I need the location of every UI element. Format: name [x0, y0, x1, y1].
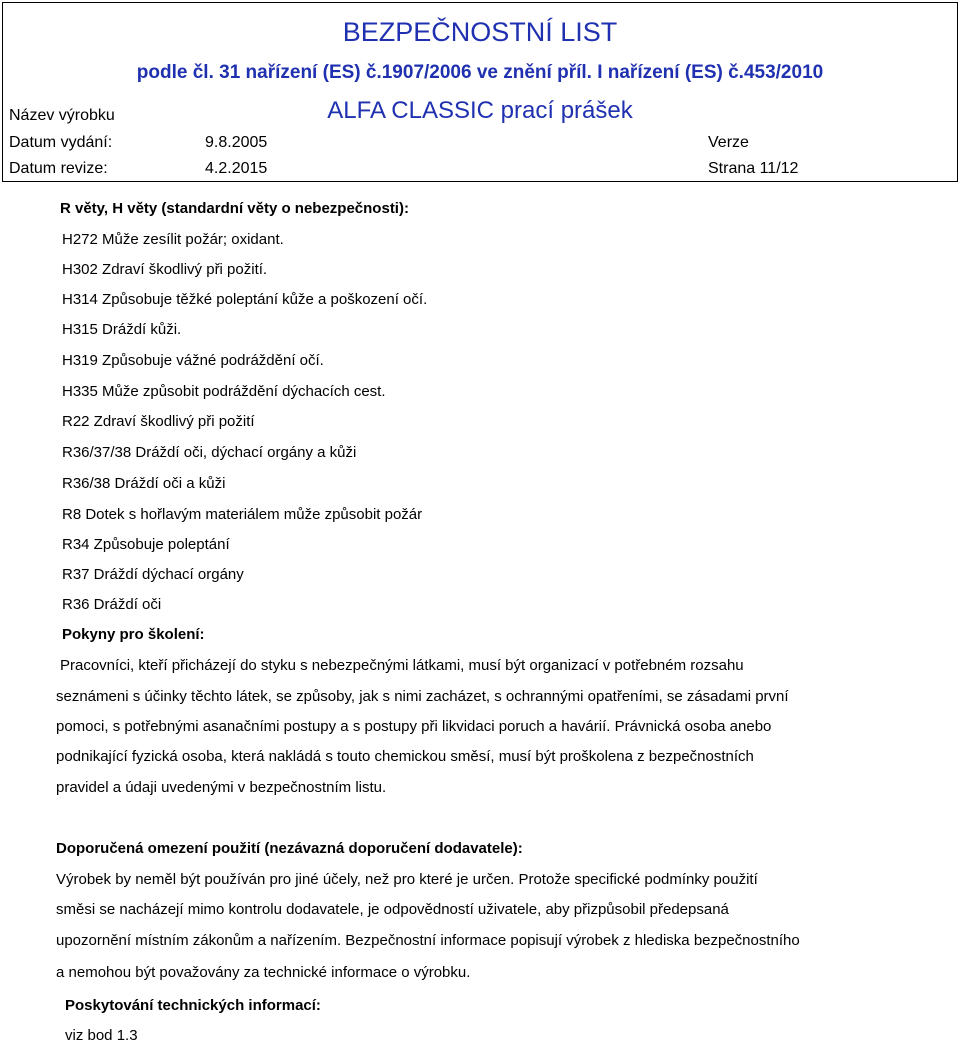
- phrase-item: R22 Zdraví škodlivý při požití: [62, 413, 255, 430]
- phrase-item: H272 Může zesílit požár; oxidant.: [62, 231, 284, 248]
- issue-date-value: 9.8.2005: [205, 134, 268, 151]
- phrase-item: R36 Dráždí oči: [62, 596, 162, 613]
- version-label: Verze: [708, 134, 749, 151]
- phrase-item: H335 Může způsobit podráždění dýchacích cest.: [62, 383, 386, 400]
- phrase-item: R8 Dotek s hořlavým materiálem může způsobit požár: [62, 506, 423, 523]
- technical-info-heading: Poskytování technických informací:: [65, 997, 321, 1014]
- revision-date-label: Datum revize:: [9, 160, 108, 177]
- hazard-phrases-heading: R věty, H věty (standardní věty o nebezpečnosti):: [60, 200, 409, 217]
- technical-info-text: viz bod 1.3: [65, 1027, 138, 1044]
- training-line: podnikající fyzická osoba, která nakládá s touto chemickou směsí, musí být proškolena z bezpečnostních: [56, 748, 754, 765]
- product-name: ALFA CLASSIC prací prášek: [327, 97, 633, 124]
- phrase-item: H319 Způsobuje vážné podráždění očí.: [62, 352, 324, 369]
- restrictions-line: upozornění místním zákonům a nařízením. Bezpečnostní informace popisují výrobek z hlediska bezpečnostního: [56, 932, 800, 949]
- page-number: Strana 11/12: [708, 160, 799, 177]
- restrictions-line: a nemohou být považovány za technické informace o výrobku.: [56, 964, 471, 981]
- training-line: seznámeni s účinky těchto látek, se způsoby, jak s nimi zacházet, s ochrannými opatřeními, se zásadami první: [56, 688, 789, 705]
- revision-date-value: 4.2.2015: [205, 160, 268, 177]
- phrase-item: H302 Zdraví škodlivý při požití.: [62, 261, 268, 278]
- document-header: [2, 2, 958, 182]
- phrase-item: R37 Dráždí dýchací orgány: [62, 566, 244, 583]
- phrase-item: R36/37/38 Dráždí oči, dýchací orgány a kůži: [62, 444, 357, 461]
- product-label: Název výrobku: [9, 107, 115, 124]
- phrase-item: R34 Způsobuje poleptání: [62, 536, 230, 553]
- phrase-item: H314 Způsobuje těžké poleptání kůže a poškození očí.: [62, 291, 428, 308]
- training-line: pomoci, s potřebnými asanačními postupy a s postupy při likvidaci poruch a havárií. Právnická osoba anebo: [56, 718, 772, 735]
- training-line: pravidel a údaji uvedenými v bezpečnostním listu.: [56, 779, 387, 796]
- training-heading: Pokyny pro školení:: [62, 626, 205, 643]
- document-title: BEZPEČNOSTNÍ LIST: [342, 17, 618, 47]
- restrictions-line: Výrobek by neměl být používán pro jiné účely, než pro které je určen. Protože specifické podmínky použití: [56, 871, 758, 888]
- phrase-item: H315 Dráždí kůži.: [62, 321, 182, 338]
- restrictions-line: směsi se nacházejí mimo kontrolu dodavatele, je odpovědností uživatele, aby přizpůsobil předepsaná: [56, 901, 729, 918]
- phrase-item: R36/38 Dráždí oči a kůži: [62, 475, 226, 492]
- issue-date-label: Datum vydání:: [9, 134, 113, 151]
- training-line: Pracovníci, kteří přicházejí do styku s nebezpečnými látkami, musí být organizací v potřebném rozsahu: [60, 657, 744, 674]
- regulation-subtitle: podle čl. 31 nařízení (ES) č.1907/2006 ve znění příl. I nařízení (ES) č.453/2010: [136, 62, 824, 83]
- restrictions-heading: Doporučená omezení použití (nezávazná doporučení dodavatele):: [56, 840, 523, 857]
